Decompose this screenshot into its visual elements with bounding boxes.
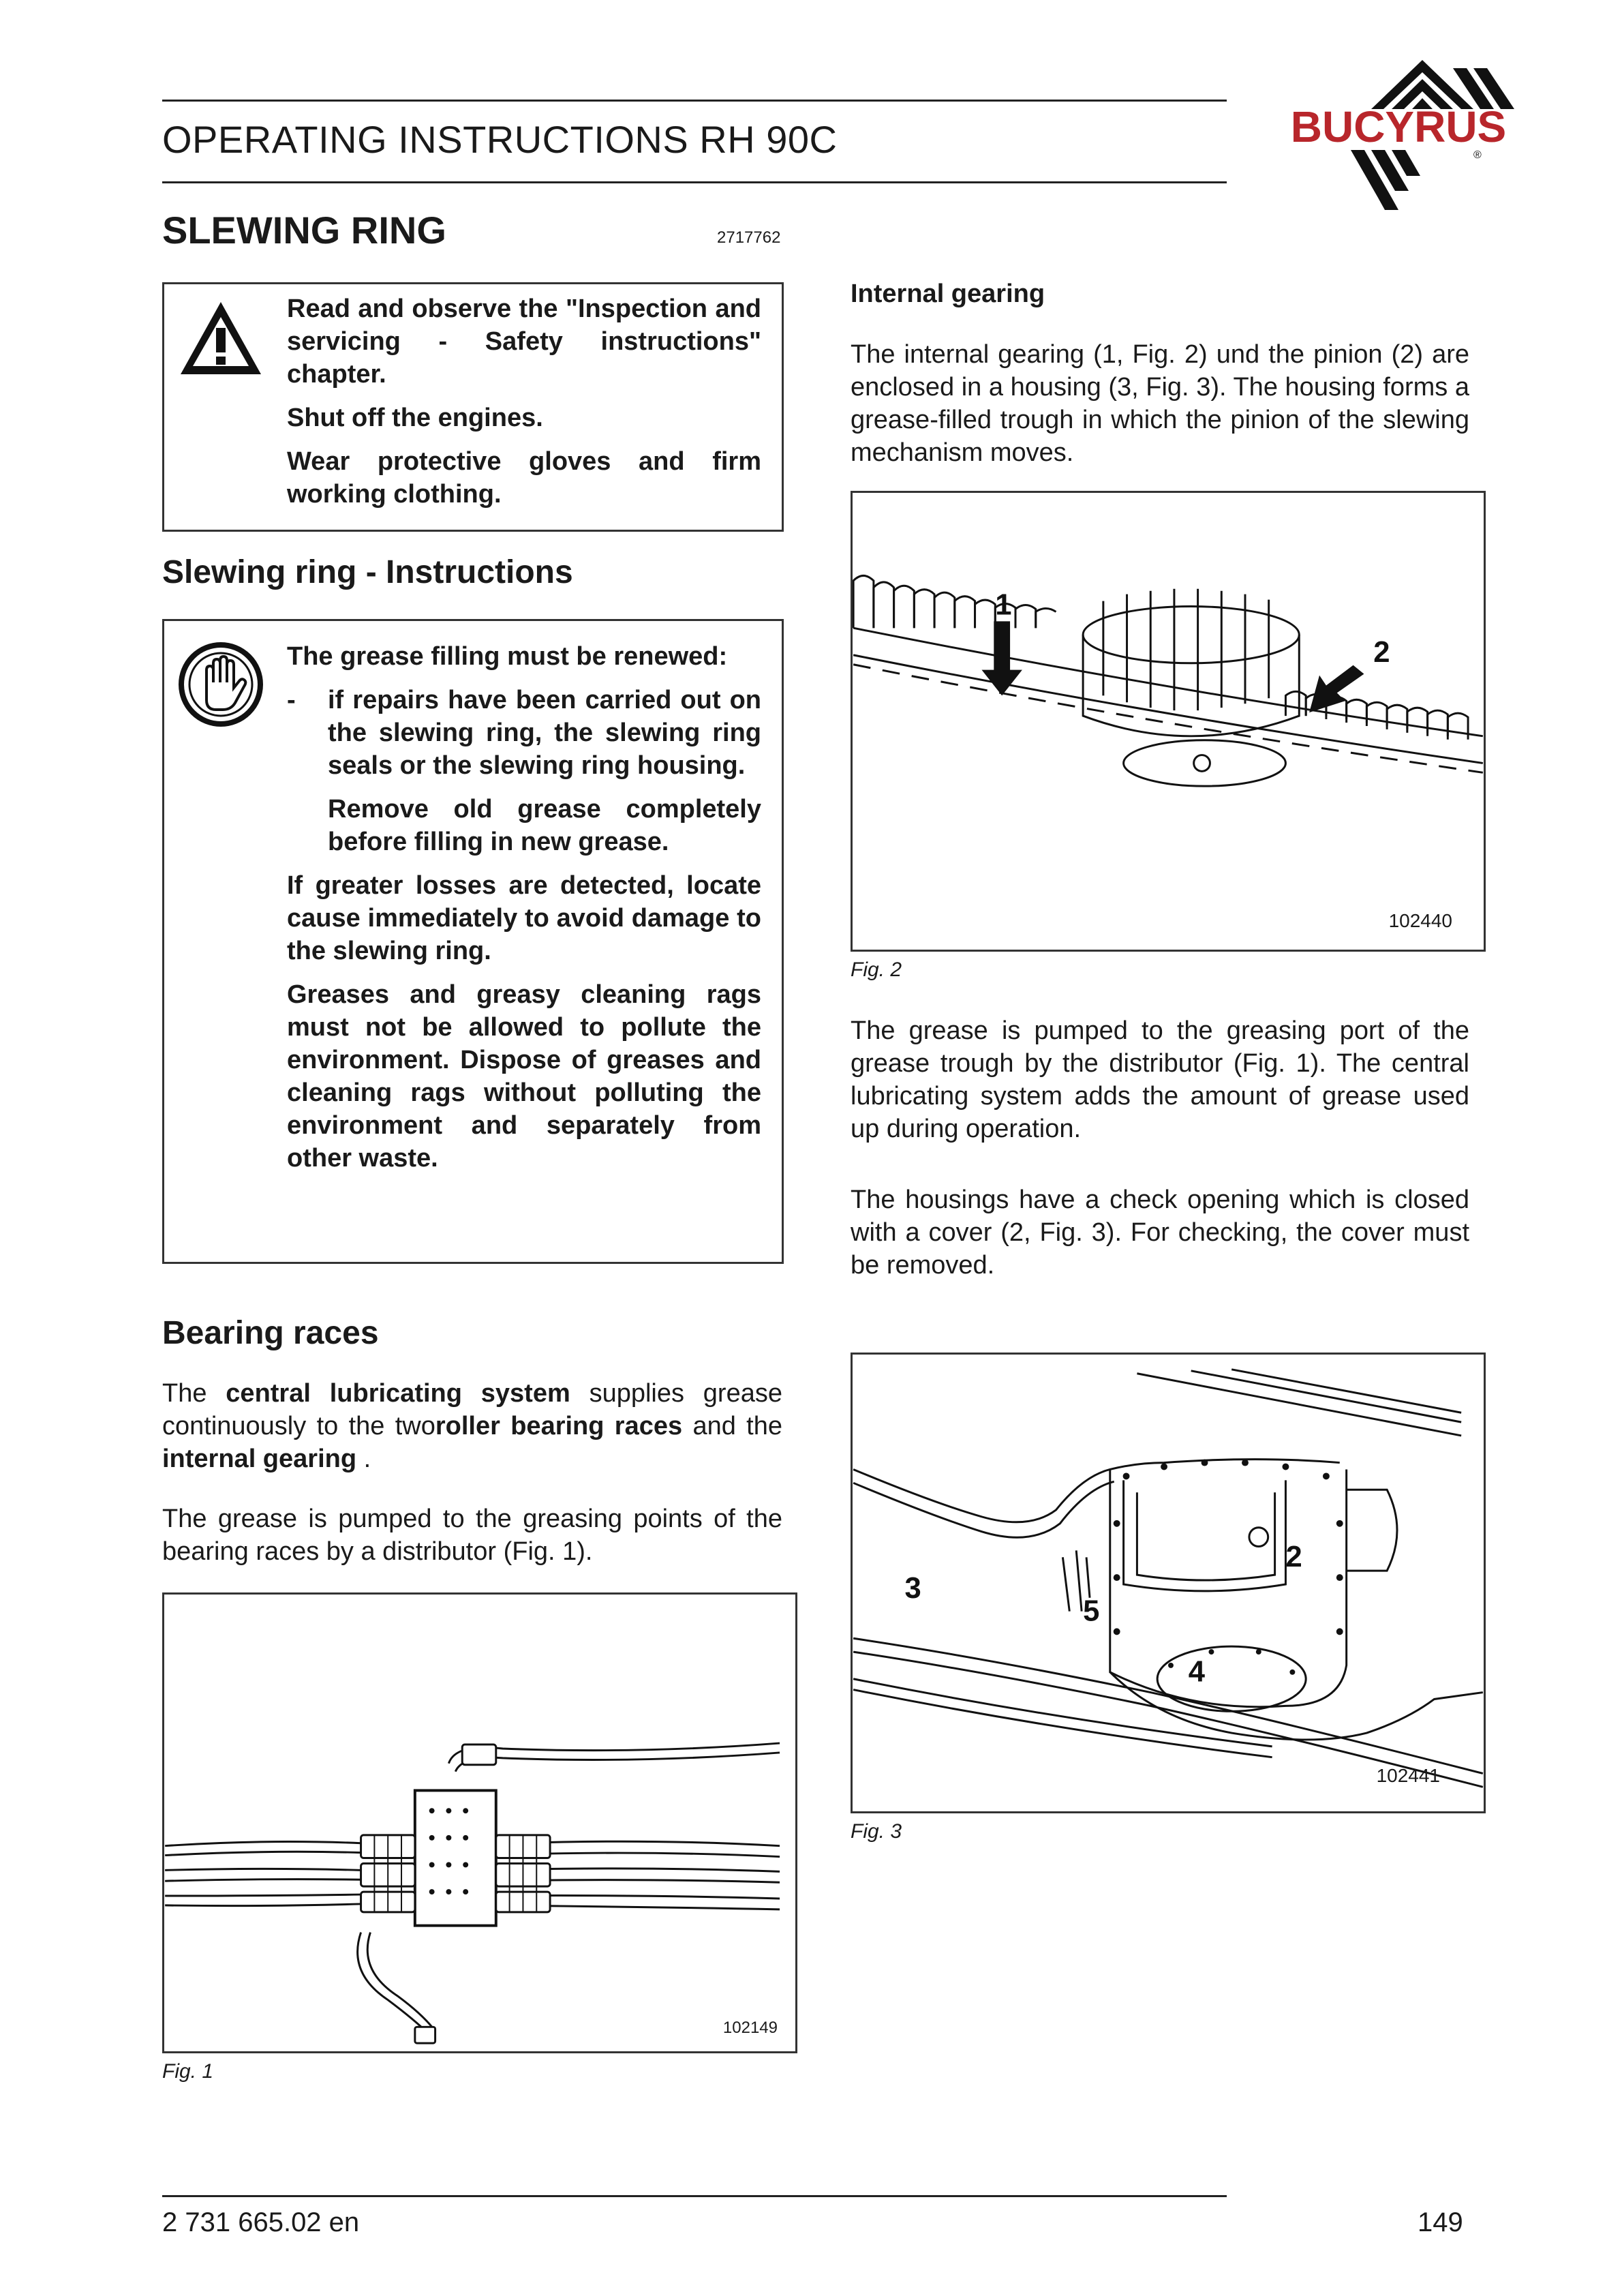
- instructions-paragraph-1: If greater losses are detected, locate cause immediately to avoid damage to the slewing ring.: [287, 871, 761, 965]
- internal-gearing-paragraph-3: The housings have a check opening which is closed with a cover (2, Fig. 3). For checking, the cover must be removed.: [851, 1185, 1469, 1280]
- header-top-rule: [162, 100, 1227, 102]
- instructions-paragraph-2: Greases and greasy cleaning rags must not be allowed to pollute the environment. Dispose of greases and cleaning rags without polluting the environment and separately from other waste.: [287, 980, 761, 1173]
- instructions-bullet: if repairs have been carried out on the slewing ring, the slewing ring seals or the slewing ring housing.: [328, 686, 761, 780]
- internal-gearing-heading: Internal gearing: [851, 280, 1045, 308]
- bearing-races-paragraph-2: The grease is pumped to the greasing points of the bearing races by a distributor (Fig. 1).: [162, 1505, 782, 1566]
- section-title: SLEWING RING: [162, 209, 446, 252]
- instructions-box: [162, 619, 784, 1264]
- warning-triangle-icon: [177, 298, 265, 380]
- warning-line-1: Read and observe the "Inspection and servicing - Safety instructions" chapter.: [287, 294, 761, 389]
- warning-line-2: Shut off the engines.: [287, 404, 543, 432]
- stop-hand-icon: [177, 640, 265, 729]
- internal-gearing-text: [851, 1014, 1469, 1309]
- distributor-illustration: [164, 1595, 795, 2051]
- footer-doc-number: 2 731 665.02 en: [162, 2207, 360, 2237]
- figure-2-caption: Fig. 2: [851, 958, 902, 981]
- bearing-races-text: [162, 1377, 782, 1595]
- list-item: [287, 684, 761, 858]
- header-bottom-rule: [162, 181, 1227, 183]
- figure-3-label-3: 3: [904, 1571, 921, 1605]
- instructions-intro: The grease filling must be renewed:: [287, 642, 728, 671]
- footer-rule: [162, 2195, 1227, 2197]
- figure-3-housing: [851, 1353, 1486, 1813]
- internal-gearing-paragraph-2: The grease is pumped to the greasing port of the grease trough by the distributor (Fig. 1). The central lubricating system adds the amount of grease used up during operation.: [851, 1016, 1469, 1143]
- page-number: 149: [1418, 2207, 1463, 2237]
- instructions-bullet-followup: Remove old grease completely before filling in new grease.: [328, 795, 761, 856]
- figure-3-label-2: 2: [1285, 1541, 1302, 1574]
- figure-3-label-4: 4: [1188, 1655, 1205, 1689]
- figure-3-label-5: 5: [1083, 1595, 1100, 1628]
- doc-number: 2717762: [717, 228, 781, 247]
- figure-1-distributor: [162, 1592, 797, 2053]
- figure-2-label-1: 1: [995, 588, 1012, 622]
- figure-2-id: 102440: [1388, 910, 1452, 931]
- warning-box: [162, 282, 784, 532]
- figure-2-label-2: 2: [1373, 635, 1390, 669]
- instructions-heading: Slewing ring - Instructions: [162, 554, 573, 590]
- warning-line-3: Wear protective gloves and firm working clothing.: [287, 447, 761, 509]
- bearing-races-paragraph-1: The central lubricating system supplies grease continuously to the tworoller bearing races and the internal gearing .: [162, 1379, 782, 1473]
- internal-gearing-paragraph-1: The internal gearing (1, Fig. 2) und the pinion (2) are enclosed in a housing (3, Fig. 3). The housing forms a grease-filled trough in which the pinion of the slewing mechanism moves.: [851, 340, 1469, 467]
- brand-text: BUCYRUS: [1290, 102, 1507, 151]
- header-title: OPERATING INSTRUCTIONS RH 90C: [162, 118, 838, 161]
- housing-illustration: [853, 1355, 1484, 1811]
- figure-1-id: 102149: [722, 2019, 778, 2037]
- gearing-illustration: [853, 493, 1484, 950]
- figure-1-caption: Fig. 1: [162, 2060, 214, 2083]
- svg-text:®: ®: [1473, 149, 1482, 161]
- figure-3-id: 102441: [1376, 1765, 1440, 1786]
- instructions-bullet-list: [287, 684, 761, 858]
- figure-3-caption: Fig. 3: [851, 1820, 902, 1843]
- bucyrus-logo: [1269, 55, 1528, 218]
- bullet-dash: -: [287, 686, 296, 714]
- bearing-races-heading: Bearing races: [162, 1315, 379, 1351]
- figure-2-internal-gearing: [851, 491, 1486, 952]
